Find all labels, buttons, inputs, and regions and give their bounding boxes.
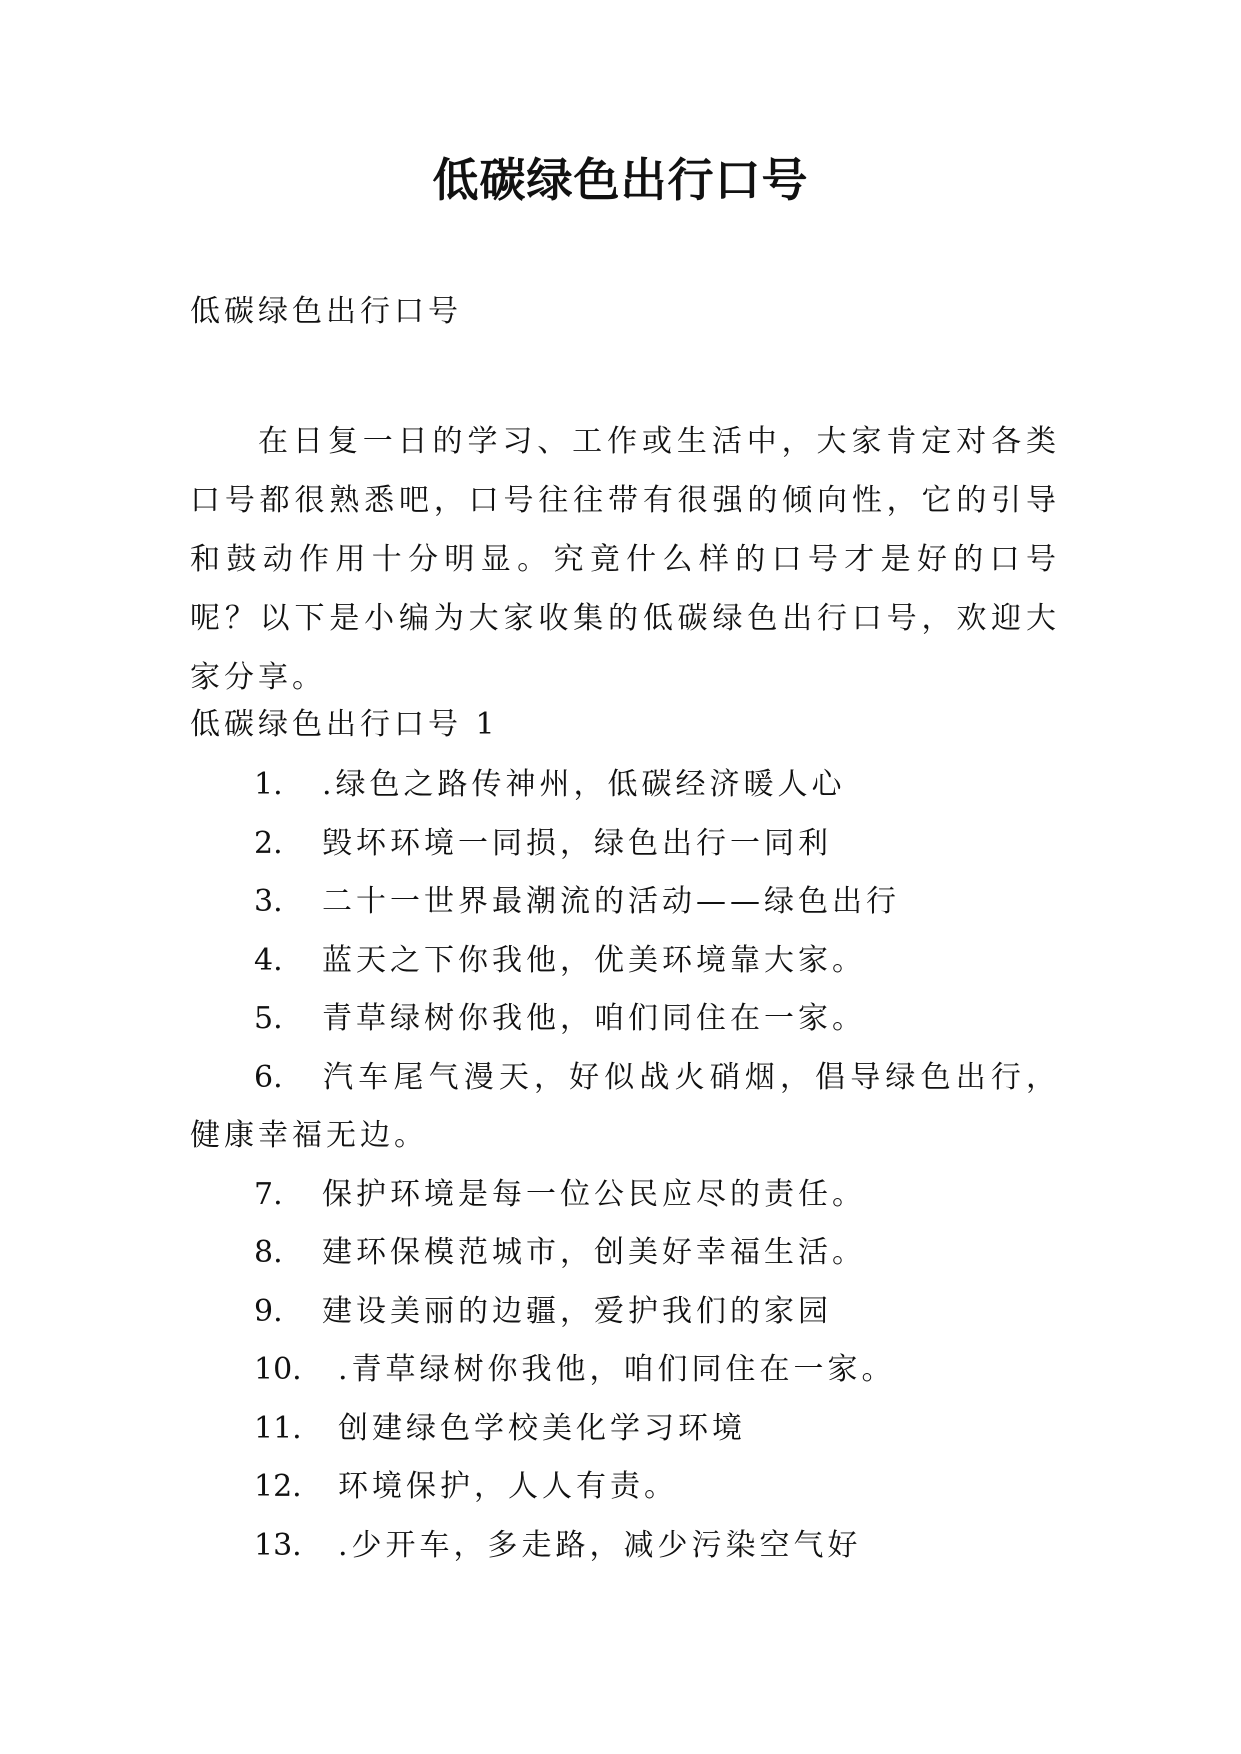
list-item-number: 1. <box>254 767 283 802</box>
list-item-number: 6. <box>254 1059 283 1095</box>
list-item <box>190 990 1060 1049</box>
list-item-text: 建环保模范城市，创美好幸福生活。 <box>322 1235 866 1270</box>
list-item-text: 蓝天之下你我他，优美环境靠大家。 <box>322 942 866 978</box>
list-item-text: 保护环境是每一位公民应尽的责任。 <box>322 1176 866 1212</box>
list-item <box>190 1049 1060 1166</box>
list-item-number: 5. <box>254 1001 283 1036</box>
list-item-text: 汽车尾气漫天，好似战火硝烟，倡导绿色出行，健康幸福无边。 <box>190 1059 1060 1153</box>
document-title: 低碳绿色出行口号 <box>432 153 809 207</box>
list-item-text: 青草绿树你我他，咱们同住在一家。 <box>322 1001 866 1036</box>
slogan-list <box>190 756 1060 1575</box>
list-item-number: 11. <box>254 1410 302 1446</box>
list-item-number: 4. <box>254 942 283 978</box>
list-item-number: 7. <box>254 1176 283 1212</box>
list-item-text: .青草绿树你我他，咱们同住在一家。 <box>338 1352 896 1387</box>
list-item-number: 8. <box>254 1235 283 1270</box>
document-subtitle: 低碳绿色出行口号 <box>190 294 462 329</box>
list-item <box>190 815 1060 874</box>
list-item <box>190 1517 1060 1576</box>
section-heading: 低碳绿色出行口号 1 <box>190 707 499 742</box>
list-item-number: 9. <box>254 1293 283 1329</box>
list-item <box>190 1341 1060 1400</box>
intro-paragraph: 在日复一日的学习、工作或生活中，大家肯定对各类口号都很熟悉吧，口号往往带有很强的倾向性，它的引导和鼓动作用十分明显。究竟什么样的口号才是好的口号呢？以下是小编为大家收集的低碳绿色出行口号，欢迎大家分享。 <box>190 424 1060 695</box>
list-item <box>190 1400 1060 1459</box>
list-item-number: 3. <box>254 884 283 919</box>
list-item <box>190 932 1060 991</box>
list-item <box>190 1224 1060 1283</box>
list-item <box>190 1166 1060 1225</box>
list-item-text: 环境保护，人人有责。 <box>338 1469 678 1504</box>
list-item <box>190 873 1060 932</box>
list-item <box>190 756 1060 815</box>
list-item-text: .少开车，多走路，减少污染空气好 <box>338 1527 862 1563</box>
list-item-text: .绿色之路传神州，低碳经济暖人心 <box>322 767 846 802</box>
list-item-number: 2. <box>254 825 283 861</box>
list-item <box>190 1283 1060 1342</box>
list-item-number: 12. <box>254 1469 302 1504</box>
list-item <box>190 1458 1060 1517</box>
list-item-number: 10. <box>254 1352 302 1387</box>
list-item-text: 二十一世界最潮流的活动——绿色出行 <box>322 884 900 919</box>
list-item-text: 毁坏环境一同损，绿色出行一同利 <box>322 825 832 861</box>
list-item-number: 13. <box>254 1527 302 1563</box>
list-item-text: 创建绿色学校美化学习环境 <box>338 1410 746 1446</box>
list-item-text: 建设美丽的边疆，爱护我们的家园 <box>322 1293 832 1329</box>
